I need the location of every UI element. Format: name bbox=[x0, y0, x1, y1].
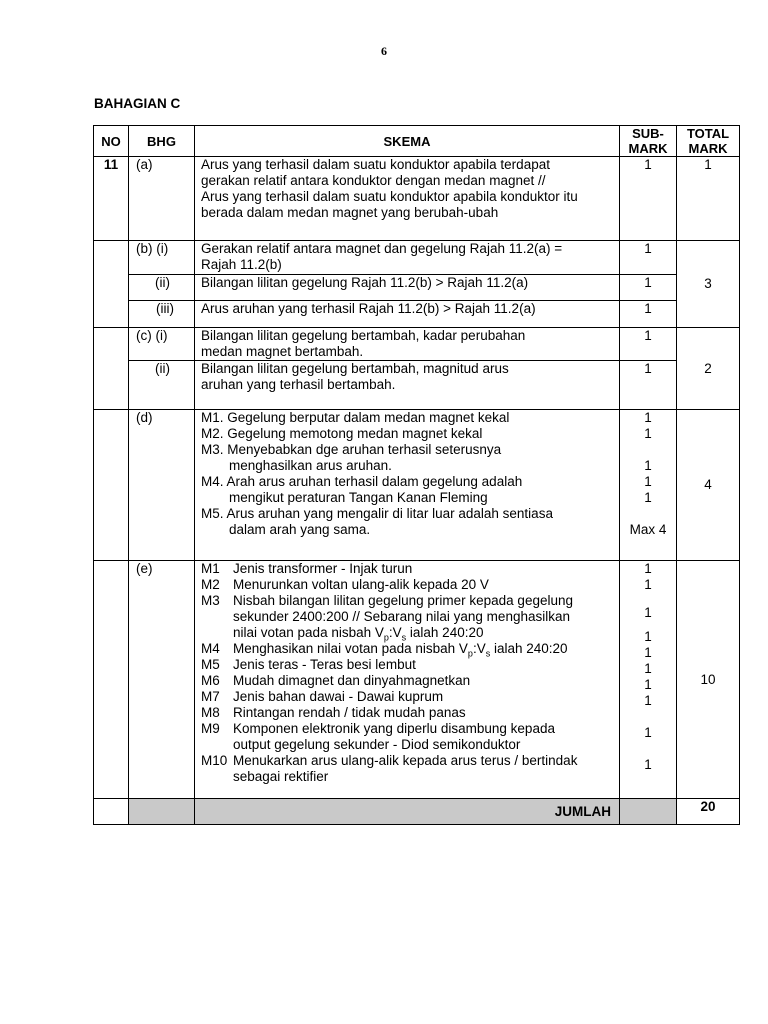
row-c-i bbox=[94, 328, 740, 361]
section-title: BAHAGIAN C bbox=[94, 96, 181, 111]
criterion-code: M1 bbox=[201, 561, 220, 576]
scheme-line: gerakan relatif antara konduktor dengan medan magnet // bbox=[201, 173, 546, 188]
part-label-c-i: (c) (i) bbox=[129, 328, 195, 361]
header-sub-mark-line2: MARK bbox=[628, 141, 668, 156]
header-total-mark-line2: MARK bbox=[688, 141, 728, 156]
scheme-line: dalam arah yang sama. bbox=[229, 522, 371, 537]
header-total-mark bbox=[677, 126, 740, 157]
part-label-b-iii: (iii) bbox=[129, 301, 195, 328]
scheme-line: medan magnet bertambah. bbox=[201, 344, 364, 359]
scheme-line: M8 Rintangan rendah / tidak mudah panas bbox=[201, 705, 466, 720]
scheme-line: Arus yang terhasil dalam suatu konduktor apabila terdapat bbox=[201, 157, 550, 172]
scheme-line: sebagai rektifier bbox=[233, 769, 329, 784]
scheme-line: M3 Nisbah bilangan lilitan gegelung primer kepada gegelung bbox=[201, 593, 573, 608]
sub-mark: 1 bbox=[644, 474, 652, 489]
sub-mark bbox=[620, 442, 676, 458]
jumlah-label: JUMLAH bbox=[195, 799, 620, 825]
sub-mark bbox=[620, 593, 676, 605]
scheme-line: menghasilkan arus aruhan. bbox=[229, 458, 392, 473]
header-bhg: BHG bbox=[129, 126, 195, 157]
part-label-a: (a) bbox=[129, 157, 195, 241]
sub-mark bbox=[620, 506, 676, 522]
row-b-i bbox=[94, 241, 740, 275]
scheme-line: M10 Menukarkan arus ulang-alik kepada arus terus / bertindak bbox=[201, 753, 578, 768]
scheme-line: M1 Jenis transformer - Injak turun bbox=[201, 561, 413, 576]
scheme-c-i bbox=[195, 328, 620, 361]
sub-mark: 1 bbox=[644, 677, 652, 692]
scheme-line: nilai votan pada nisbah $V_p:V_s$ ialah 240:20 bbox=[233, 625, 484, 643]
sub-mark: 1 bbox=[644, 757, 652, 772]
row-e bbox=[94, 561, 740, 799]
no-cell-empty bbox=[94, 241, 129, 328]
scheme-line: Bilangan lilitan gegelung bertambah, kadar perubahan bbox=[201, 328, 526, 343]
sub-mark bbox=[620, 621, 676, 629]
scheme-e bbox=[195, 561, 620, 799]
scheme-line: Rajah 11.2(b) bbox=[201, 257, 282, 272]
scheme-line: aruhan yang terhasil bertambah. bbox=[201, 377, 396, 392]
marking-scheme-table bbox=[93, 125, 740, 825]
sub-mark-b-i: 1 bbox=[620, 241, 677, 275]
criterion-code: M8 bbox=[201, 705, 220, 720]
scheme-b-iii bbox=[195, 301, 620, 328]
sub-mark bbox=[620, 709, 676, 725]
sub-mark: 1 bbox=[644, 577, 652, 592]
sub-mark: 1 bbox=[644, 490, 652, 505]
sub-mark: 1 bbox=[644, 410, 652, 425]
scheme-line: Arus yang terhasil dalam suatu konduktor apabila konduktor itu bbox=[201, 189, 578, 204]
scheme-line: output gegelung sekunder - Diod semikonduktor bbox=[233, 737, 521, 752]
sub-mark-max: Max 4 bbox=[629, 522, 667, 537]
sub-mark: 1 bbox=[644, 629, 652, 644]
scheme-line: M3. Menyebabkan dge aruhan terhasil seterusnya bbox=[201, 442, 502, 457]
sub-mark: 1 bbox=[644, 693, 652, 708]
scheme-line: sekunder 2400:200 // Sebarang nilai yang menghasilkan bbox=[233, 609, 570, 624]
scheme-line: M9 Komponen elektronik yang diperlu disambung kepada bbox=[201, 721, 555, 736]
scheme-a bbox=[195, 157, 620, 241]
header-row bbox=[94, 126, 740, 157]
sub-mark: 1 bbox=[644, 645, 652, 660]
shaded-cell bbox=[129, 799, 195, 825]
criterion-code: M10 bbox=[201, 753, 228, 768]
sub-mark bbox=[620, 741, 676, 757]
sub-mark-a: 1 bbox=[620, 157, 677, 241]
header-skema: SKEMA bbox=[195, 126, 620, 157]
total-mark-e: 10 bbox=[677, 561, 740, 799]
sub-mark: 1 bbox=[644, 725, 652, 740]
sub-marks-e bbox=[620, 561, 677, 799]
criterion-code: M3 bbox=[201, 593, 220, 608]
scheme-line: M4. Arah arus aruhan terhasil dalam gegelung adalah bbox=[201, 474, 523, 489]
scheme-line: M4 Menghasikan nilai votan pada nisbah $V_p:V_s$ ialah 240:20 bbox=[201, 641, 568, 659]
scheme-line: M7 Jenis bahan dawai - Dawai kuprum bbox=[201, 689, 444, 704]
no-cell-empty bbox=[94, 410, 129, 561]
total-mark-c: 2 bbox=[677, 328, 740, 410]
scheme-b-i bbox=[195, 241, 620, 275]
scheme-b-ii bbox=[195, 275, 620, 301]
scheme-line: Bilangan lilitan gegelung bertambah, magnitud arus bbox=[201, 361, 509, 376]
row-d bbox=[94, 410, 740, 561]
sub-mark-c-i: 1 bbox=[620, 328, 677, 361]
sub-mark: 1 bbox=[644, 605, 652, 620]
part-label-b-i: (b) (i) bbox=[129, 241, 195, 275]
scheme-line: Arus aruhan yang terhasil Rajah 11.2(b) > Rajah 11.2(a) bbox=[201, 301, 536, 316]
part-label-c-ii: (ii) bbox=[129, 361, 195, 410]
criterion-code: M7 bbox=[201, 689, 220, 704]
scheme-line: mengikut peraturan Tangan Kanan Fleming bbox=[229, 490, 488, 505]
no-cell-empty bbox=[94, 799, 129, 825]
scheme-line: Gerakan relatif antara magnet dan gegelung Rajah 11.2(a) = bbox=[201, 241, 563, 256]
no-cell-empty bbox=[94, 328, 129, 410]
total-mark-b: 3 bbox=[677, 241, 740, 328]
jumlah-value: 20 bbox=[677, 799, 740, 825]
criterion-code: M4 bbox=[201, 641, 220, 656]
criterion-code: M2 bbox=[201, 577, 220, 592]
row-b-ii bbox=[94, 275, 740, 301]
criterion-code: M9 bbox=[201, 721, 220, 736]
sub-mark: 1 bbox=[644, 561, 652, 576]
sub-mark: 1 bbox=[644, 426, 652, 441]
part-label-e: (e) bbox=[129, 561, 195, 799]
total-mark-a: 1 bbox=[677, 157, 740, 241]
scheme-c-ii bbox=[195, 361, 620, 410]
header-sub-mark-line1: SUB- bbox=[632, 126, 664, 141]
sub-mark: 1 bbox=[644, 458, 652, 473]
scheme-line: M2. Gegelung memotong medan magnet kekal bbox=[201, 426, 483, 441]
scheme-line: M2 Menurunkan voltan ulang-alik kepada 20 V bbox=[201, 577, 489, 592]
sub-mark-c-ii: 1 bbox=[620, 361, 677, 410]
header-sub-mark bbox=[620, 126, 677, 157]
scheme-line: M5 Jenis teras - Teras besi lembut bbox=[201, 657, 416, 672]
scheme-line: M5. Arus aruhan yang mengalir di litar luar adalah sentiasa bbox=[201, 506, 553, 521]
sub-marks-d bbox=[620, 410, 677, 561]
no-cell-empty bbox=[94, 561, 129, 799]
scheme-line: berada dalam medan magnet yang berubah-ubah bbox=[201, 205, 499, 220]
total-mark-d: 4 bbox=[677, 410, 740, 561]
row-jumlah bbox=[94, 799, 740, 825]
scheme-line: M1. Gegelung berputar dalam medan magnet kekal bbox=[201, 410, 510, 425]
header-no: NO bbox=[94, 126, 129, 157]
row-a bbox=[94, 157, 740, 241]
row-b-iii bbox=[94, 301, 740, 328]
header-total-mark-line1: TOTAL bbox=[686, 126, 730, 141]
scheme-line: Bilangan lilitan gegelung Rajah 11.2(b) > Rajah 11.2(a) bbox=[201, 275, 529, 290]
scheme-line: M6 Mudah dimagnet dan dinyahmagnetkan bbox=[201, 673, 471, 688]
part-label-b-ii: (ii) bbox=[129, 275, 195, 301]
question-number: 11 bbox=[94, 157, 129, 241]
part-label-d: (d) bbox=[129, 410, 195, 561]
sub-mark-b-ii: 1 bbox=[620, 275, 677, 301]
scheme-d bbox=[195, 410, 620, 561]
page-number: 6 bbox=[381, 44, 387, 58]
shaded-cell bbox=[620, 799, 677, 825]
sub-mark: 1 bbox=[644, 661, 652, 676]
criterion-code: M5 bbox=[201, 657, 220, 672]
sub-mark-b-iii: 1 bbox=[620, 301, 677, 328]
row-c-ii bbox=[94, 361, 740, 410]
criterion-code: M6 bbox=[201, 673, 220, 688]
